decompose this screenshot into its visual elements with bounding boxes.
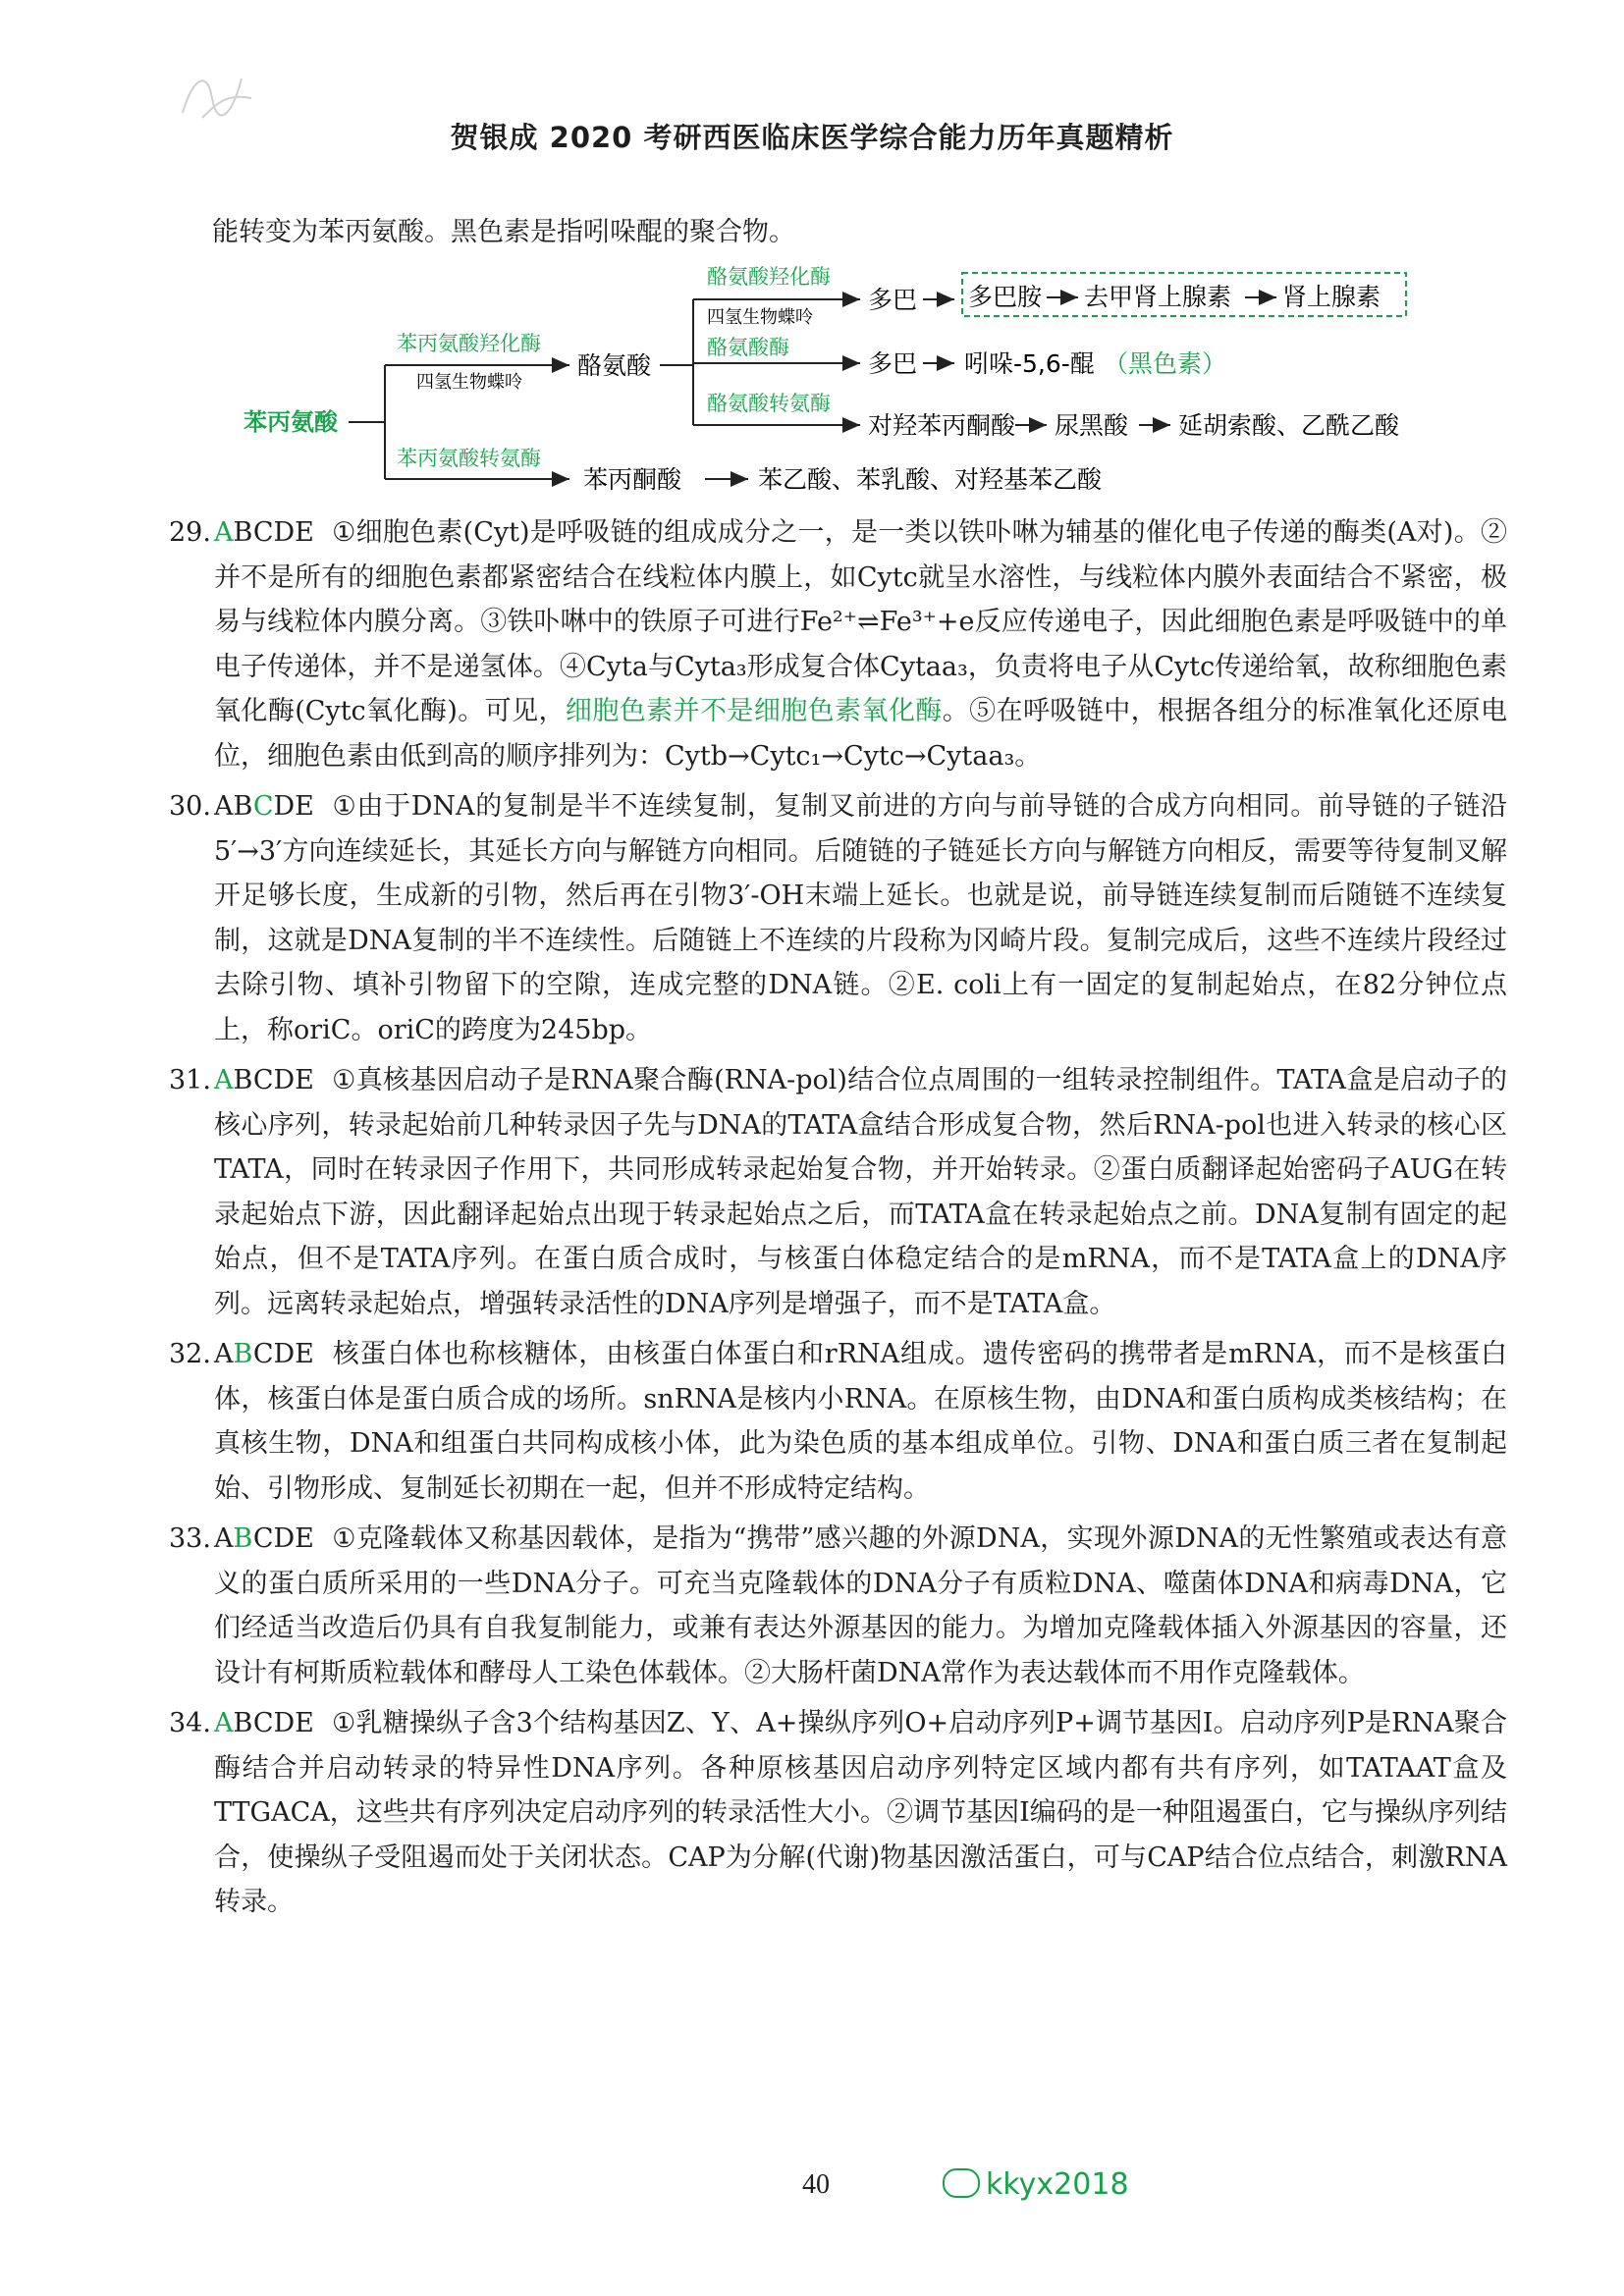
node-hydroxyphenylpyruvate: 对羟苯丙酮酸 [868,411,1016,440]
page-header: 贺银成 2020 考研西医临床医学综合能力历年真题精析 [450,121,1174,154]
explanation-text-2: 。⑤在呼吸链中，根据各组分的标准氧化还原电位，细胞色素由低到高的顺序排列为：Cytb→Cytc₁→Cytc→Cytaa₃。 [214,696,1507,772]
answer-options: ABCDE [214,1523,314,1554]
node-phenylpyruvate: 苯丙酮酸 [583,465,682,494]
node-dopa-2: 多巴 [868,349,918,378]
watermark [943,2167,1129,2202]
intro-sentence: 能转变为苯丙氨酸。黑色素是指吲哚醌的聚合物。 [212,217,795,247]
enzyme-phe-transaminase: 苯丙氨酸转氨酶 [397,447,541,470]
cofactor-bh4-branch: 四氢生物蝶呤 [707,307,813,328]
correct-answer: B [233,1339,253,1369]
correct-answer: A [214,1708,234,1738]
explanation-text: ①乳糖操纵子含3个结构基因Z、Y、A+操纵序列O+启动序列P+调节基因I。启动序列P是RNA聚合酶结合并启动转录的特异性DNA序列。各种原核基因启动序列特定区域内都有共有序列，如TATAAT盒及TTGACA，这些共有序列决定启动序列的转录活性大小。②调节基因I编码的是一种阻遏蛋白，它与操纵序列结合，使操纵子受阻遏而处于关闭状态。CAP为分解(代谢)物基因激活蛋白，可与CAP结合位点结合，刺激RNA转录。 [214,1708,1507,1917]
explanation-text: ①真核基因启动子是RNA聚合酶(RNA-pol)结合位点周围的一组转录控制组件。TATA盒是启动子的核心序列，转录起始前几种转录因子先与DNA的TATA盒结合形成复合物，然后RNA-pol也进入转录的核心区TATA，同时在转录因子作用下，共同形成转录起始复合物，并开始转录。②蛋白质翻译起始密码子AUG在转录起始点下游，因此翻译起始点出现于转录起始点之后，而TATA盒在转录起始点之前。DNA复制有固定的起始点，但不是TATA序列。在蛋白质合成时，与核蛋白体稳定结合的是mRNA，而不是TATA盒上的DNA序列。远离转录起始点，增强转录活性的DNA序列是增强子，而不是TATA盒。 [214,1065,1507,1319]
page-number: 40 [802,2169,830,2200]
question-number: 29. [169,517,211,548]
question-29 [167,510,1507,778]
answer-options: ABCDE [214,517,314,548]
node-melanin-note: （黑色素） [1104,349,1227,378]
wechat-icon [943,2168,980,2198]
enzyme-tyrosinase: 酪氨酸酶 [707,336,789,359]
correct-answer: A [214,1065,234,1095]
explanation-text: ①由于DNA的复制是半不连续复制，复制叉前进的方向与前导链的合成方向相同。前导链的子链沿5′→3′方向连续延长，其延长方向与解链方向相同。后随链的子链延长方向与解链方向相反，需要等待复制叉解开足够长度，生成新的引物，然后再在引物3′-OH末端上延长。也就是说，前导链连续复制而后随链不连续复制，这就是DNA复制的半不连续性。后随链上不连续的片段称为冈崎片段。复制完成后，这些不连续片段经过去除引物、填补引物留下的空隙，连成完整的DNA链。②E. coli上有一固定的复制起始点，在82分钟位点上，称oriC。oriC的跨度为245bp。 [214,791,1507,1045]
node-tyrosine: 酪氨酸 [577,351,652,380]
watermark-text: kkyx2018 [986,2167,1129,2202]
answer-options: ABCDE [214,1708,314,1738]
node-homogentisate: 尿黑酸 [1055,411,1129,440]
node-indole-quinone: 吲哚-5,6-醌 [964,349,1095,378]
node-epinephrine: 肾上腺素 [1282,283,1381,311]
correct-answer: C [252,791,274,822]
correct-answer: A [214,517,234,548]
explanation-text: ①克隆载体又称基因载体，是指为“携带”感兴趣的外源DNA，实现外源DNA的无性繁殖或表达有意义的蛋白质所采用的一些DNA分子。可充当克隆载体的DNA分子有质粒DNA、噬菌体DNA和病毒DNA，它们经适当改造后仍具有自我复制能力，或兼有表达外源基因的能力。为增加克隆载体插入外源基因的容量，还设计有柯斯质粒载体和酵母人工染色体载体。②大肠杆菌DNA常作为表达载体而不用作克隆载体。 [214,1523,1507,1688]
question-number: 31. [169,1065,211,1095]
question-number: 30. [169,791,211,822]
question-number: 33. [169,1523,211,1554]
explanation-text: 核蛋白体也称核糖体，由核蛋白体蛋白和rRNA组成。遗传密码的携带者是mRNA，而不是核蛋白体，核蛋白体是蛋白质合成的场所。snRNA是核内小RNA。在原核生物，由DNA和蛋白质构成类核结构；在真核生物，DNA和组蛋白共同构成核小体，此为染色质的基本组成单位。引物、DNA和蛋白质三者在复制起始、引物形成、复制延长初期在一起，但并不形成特定结构。 [214,1339,1507,1504]
question-34 [167,1701,1507,1925]
question-30 [167,784,1507,1052]
node-norepinephrine: 去甲肾上腺素 [1084,283,1232,311]
question-number: 32. [169,1339,211,1369]
question-32 [167,1332,1507,1511]
enzyme-phe-hydroxylase: 苯丙氨酸羟化酶 [397,332,541,355]
answer-options: ABCDE [214,1339,314,1369]
question-33 [167,1517,1507,1695]
node-dopamine: 多巴胺 [968,283,1043,311]
node-dopa-1: 多巴 [868,286,918,314]
enzyme-tyr-hydroxylase: 酪氨酸羟化酶 [707,265,831,289]
answer-options: ABCDE [214,1065,314,1095]
answer-explanations [167,510,1507,1931]
question-31 [167,1058,1507,1326]
explanation-text: ①细胞色素(Cyt)是呼吸链的组成成分之一，是一类以铁卟啉为辅基的催化电子传递的酶类(A对)。②并不是所有的细胞色素都紧密结合在线粒体内膜上，如Cytc就呈水溶性，与线粒体内膜外表面结合不紧密，极易与线粒体内膜分离。③铁卟啉中的铁原子可进行Fe²⁺⇌Fe³⁺+e反应传递电子，因此细胞色素是呼吸链中的单电子传递体，并不是递氢体。④Cyta与Cyta₃形成复合体Cytaa₃，负责将电子从Cytc传递给氧，故称细胞色素氧化酶(Cytc氧化酶)。可见， [214,517,1507,726]
phenylalanine-pathway-diagram [0,0,1624,510]
correct-answer: B [233,1523,253,1554]
answer-options: ABCDE [214,791,314,822]
question-number: 34. [169,1708,211,1738]
highlighted-text: 细胞色素并不是细胞色素氧化酶 [565,696,943,726]
node-fumarate-acetoacetate: 延胡索酸、乙酰乙酸 [1178,411,1400,440]
node-phenylpyruvate-products: 苯乙酸、苯乳酸、对羟基苯乙酸 [758,465,1103,494]
cofactor-bh4-upper: 四氢生物蝶呤 [416,372,522,393]
enzyme-tyr-transaminase: 酪氨酸转氨酶 [707,392,831,415]
node-phenylalanine: 苯丙氨酸 [244,408,338,436]
